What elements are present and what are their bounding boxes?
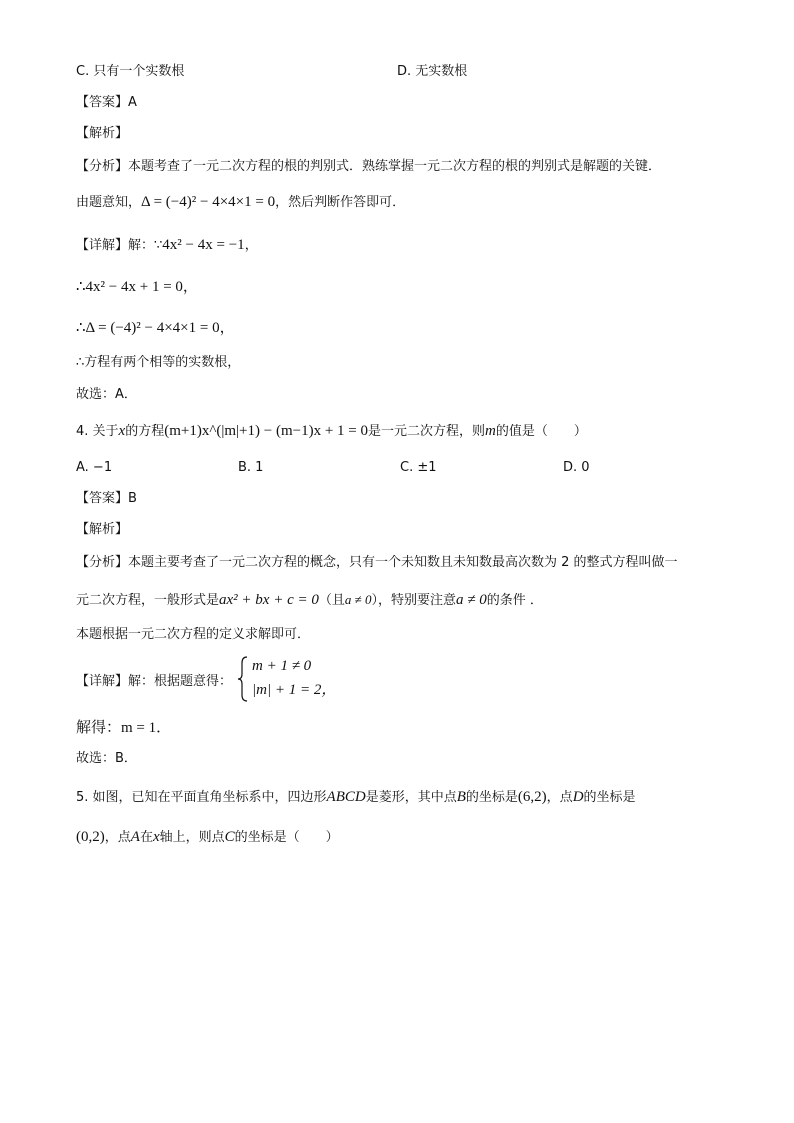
- detail-label: 【详解】: [76, 238, 129, 253]
- q4-answer-line: [76, 489, 137, 509]
- text: 元二次方程，一般形式是: [76, 593, 220, 608]
- fenxi-text: 本题考查了一元二次方程的根的判别式．熟练掌握一元二次方程的根的判别式是解题的关键．: [128, 159, 662, 174]
- answer-value: A: [128, 95, 137, 110]
- q4-analysis-label: 【解析】: [76, 522, 129, 537]
- text: 的坐标是: [583, 790, 636, 805]
- q4-fenxi-line-2: [76, 590, 543, 611]
- stem-text: 4. 关于: [76, 424, 119, 439]
- discriminant-line: [76, 192, 405, 213]
- text: 是菱形，其中点: [365, 790, 457, 805]
- step-1: ∴4x² − 4x + 1 = 0，: [76, 279, 198, 295]
- q5-line-1: [76, 787, 636, 808]
- fenxi-label: 【分析】: [76, 159, 129, 174]
- formula: 4x² − 4x = −1: [162, 237, 245, 253]
- eq-text: |m| + 1 = 2: [252, 682, 322, 698]
- fenxi-label: 【分析】: [76, 555, 129, 570]
- text: 的坐标是（ ）: [234, 830, 339, 845]
- var: x: [152, 829, 160, 845]
- brace-icon: [236, 655, 250, 703]
- var: ABCD: [326, 789, 366, 805]
- system-eq-1: m + 1 ≠ 0: [252, 658, 312, 674]
- answer-label: 【答案】: [76, 491, 129, 506]
- stem-text: 是一元二次方程，则: [368, 424, 486, 439]
- detail-prefix: 解：∵: [128, 238, 163, 253]
- detail-suffix: ，: [244, 238, 258, 253]
- q4-option-a: A. −1: [76, 460, 113, 475]
- var: D: [572, 789, 584, 805]
- q4-option-c: C. ±1: [400, 460, 437, 475]
- var: B: [456, 789, 466, 805]
- q4-option-b: B. 1: [238, 460, 264, 475]
- text: ，点: [546, 790, 573, 805]
- q4-stem: [76, 421, 587, 442]
- text: 的坐标是: [465, 790, 518, 805]
- q4-conclusion: 故选：B．: [76, 751, 137, 766]
- text: （且: [318, 593, 345, 608]
- text-suffix: ，然后判断作答即可．: [275, 195, 406, 210]
- general-form: ax² + bx + c = 0: [219, 592, 319, 608]
- q4-solve: 解得：m = 1．: [76, 720, 172, 736]
- equation: (m+1)x^(|m|+1) − (m−1)x + 1 = 0: [164, 423, 369, 439]
- condition: a ≠ 0: [344, 592, 372, 607]
- q4-detail-line: [76, 672, 232, 692]
- q5-line-2: [76, 827, 339, 848]
- step-2: ∴Δ = (−4)² − 4×4×1 = 0，: [76, 320, 235, 336]
- condition: a ≠ 0: [456, 592, 487, 608]
- var: C: [224, 829, 235, 845]
- option-d: D. 无实数根: [397, 64, 468, 79]
- text: 轴上，则点: [159, 830, 225, 845]
- text: ），特别要注意: [371, 593, 457, 608]
- analysis-label: 【解析】: [76, 126, 129, 141]
- detail-prefix: 解：根据题意得：: [128, 674, 233, 689]
- option-c: C. 只有一个实数根: [76, 64, 185, 79]
- text-prefix: 由题意知，: [76, 195, 142, 210]
- text: ，点: [104, 830, 131, 845]
- coord: (0,2): [76, 829, 105, 845]
- text: 5. 如图，已知在平面直角坐标系中，四边形: [76, 790, 327, 805]
- stem-text: 的方程: [125, 424, 165, 439]
- eq-comma: ，: [321, 682, 337, 698]
- step-3: ∴方程有两个相等的实数根，: [76, 355, 241, 370]
- conclusion: 故选：A．: [76, 387, 137, 402]
- fenxi-text: 本题主要考查了一元二次方程的概念，只有一个未知数且未知数最高次数为 2 的整式方程叫做一: [128, 555, 678, 570]
- var-x: x: [118, 423, 126, 439]
- formula: Δ = (−4)² − 4×4×1 = 0: [141, 194, 276, 210]
- detail-line: [76, 235, 258, 256]
- text: 的条件 ．: [486, 593, 543, 608]
- text: 在: [139, 830, 153, 845]
- system-eq-2: [252, 680, 336, 700]
- detail-label: 【详解】: [76, 674, 129, 689]
- fenxi-line: [76, 157, 661, 177]
- answer-value: B: [128, 491, 137, 506]
- q4-fenxi-line: [76, 553, 678, 573]
- answer-label: 【答案】: [76, 95, 129, 110]
- answer-line: [76, 93, 137, 113]
- var: A: [130, 829, 140, 845]
- var-m: m: [485, 423, 496, 439]
- q4-option-d: D. 0: [563, 460, 590, 475]
- coord: (6,2): [517, 789, 547, 805]
- stem-text: 的值是（ ）: [495, 424, 587, 439]
- q4-method-line: 本题根据一元二次方程的定义求解即可．: [76, 627, 311, 642]
